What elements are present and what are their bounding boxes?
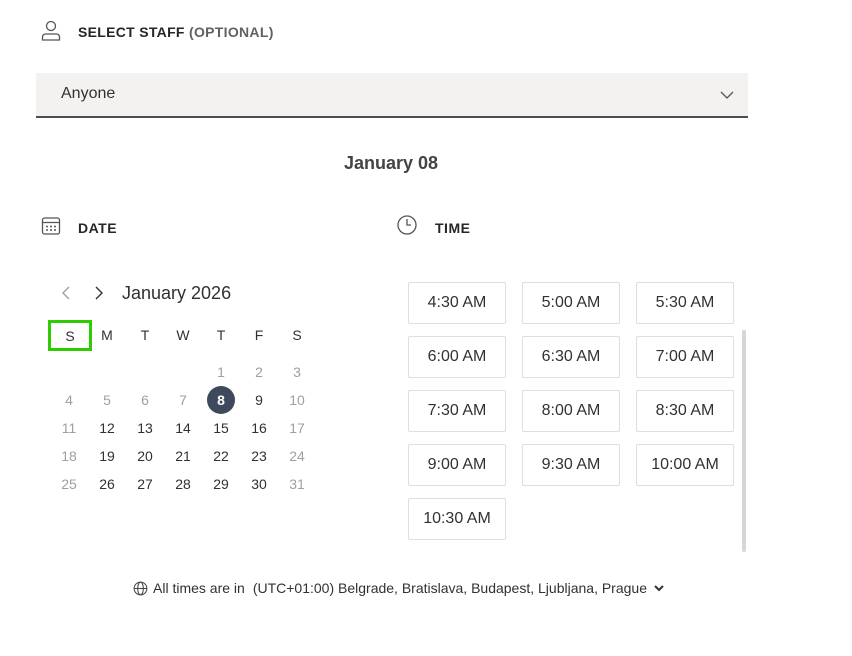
- calendar-day-unavailable: 3: [293, 364, 301, 380]
- time-slot-scrollbar[interactable]: [742, 330, 746, 552]
- calendar-day-empty: [88, 358, 126, 386]
- globe-icon: [133, 581, 148, 596]
- weekday-thursday: T: [216, 326, 226, 343]
- time-slot-button[interactable]: 7:30 AM: [408, 390, 506, 432]
- calendar-day[interactable]: 15: [213, 420, 229, 436]
- time-slot-button[interactable]: 8:00 AM: [522, 390, 620, 432]
- person-icon: [40, 20, 62, 42]
- calendar-day[interactable]: 13: [137, 420, 153, 436]
- calendar-day-unavailable: 31: [289, 476, 305, 492]
- calendar-day[interactable]: 28: [175, 476, 191, 492]
- calendar-day-unavailable: 25: [61, 476, 77, 492]
- calendar-day-unavailable: 1: [217, 364, 225, 380]
- time-slot-button[interactable]: 10:00 AM: [636, 444, 734, 486]
- calendar-day[interactable]: 21: [175, 448, 191, 464]
- timezone-selector[interactable]: [133, 580, 665, 596]
- calendar-day[interactable]: 9: [255, 392, 263, 408]
- time-slot-button[interactable]: 5:00 AM: [522, 282, 620, 324]
- time-slot-button[interactable]: 4:30 AM: [408, 282, 506, 324]
- weekday-monday: M: [101, 326, 113, 343]
- calendar-day[interactable]: 27: [137, 476, 153, 492]
- time-slot-button[interactable]: 9:00 AM: [408, 444, 506, 486]
- calendar-icon: [41, 216, 61, 236]
- calendar-day-unavailable: 10: [289, 392, 305, 408]
- timezone-value: (UTC+01:00) Belgrade, Bratislava, Budapest, Ljubljana, Prague: [252, 580, 647, 596]
- calendar-day-unavailable: 24: [289, 448, 305, 464]
- time-slot-button[interactable]: 10:30 AM: [408, 498, 506, 540]
- calendar-week-row: [50, 358, 316, 386]
- time-slot-button[interactable]: 6:00 AM: [408, 336, 506, 378]
- calendar-day[interactable]: 12: [99, 420, 115, 436]
- weekday-header-row: [50, 320, 316, 349]
- caret-down-icon: [653, 582, 665, 594]
- weekday-sunday: S: [48, 320, 92, 351]
- calendar-day-selected[interactable]: [202, 386, 240, 414]
- calendar-day[interactable]: 26: [99, 476, 115, 492]
- calendar-week-row: [50, 414, 316, 442]
- chevron-right-icon[interactable]: [91, 284, 107, 302]
- calendar-day-unavailable: 11: [61, 420, 77, 436]
- staff-dropdown-value: Anyone: [61, 85, 116, 102]
- chevron-down-icon: [720, 88, 734, 102]
- weekday-saturday: S: [292, 326, 302, 343]
- weekday-friday: F: [254, 326, 264, 343]
- calendar-day[interactable]: 14: [175, 420, 191, 436]
- calendar-day-unavailable: 5: [103, 392, 111, 408]
- calendar-weeks: [50, 358, 316, 498]
- calendar-day-empty: [50, 358, 88, 386]
- calendar-week-row: [50, 470, 316, 498]
- calendar-day[interactable]: 22: [213, 448, 229, 464]
- calendar-day[interactable]: 19: [99, 448, 115, 464]
- calendar-week-row: [50, 442, 316, 470]
- calendar-day[interactable]: 16: [251, 420, 267, 436]
- weekday-tuesday: T: [140, 326, 150, 343]
- calendar-week-row: [50, 386, 316, 414]
- staff-title-label: SELECT STAFF: [78, 24, 185, 40]
- chevron-left-icon[interactable]: [58, 284, 74, 302]
- calendar-day[interactable]: 20: [137, 448, 153, 464]
- calendar-day-unavailable: 7: [179, 392, 187, 408]
- weekday-wednesday: W: [176, 326, 190, 343]
- date-section-title: DATE: [78, 220, 118, 236]
- calendar-day-empty: [126, 358, 164, 386]
- staff-dropdown[interactable]: [36, 73, 748, 118]
- calendar-day[interactable]: 23: [251, 448, 267, 464]
- calendar-day-unavailable: 17: [289, 420, 305, 436]
- timezone-prefix: All times are in: [153, 580, 245, 596]
- calendar-day[interactable]: 29: [213, 476, 229, 492]
- staff-optional-label: (OPTIONAL): [189, 24, 274, 40]
- calendar-day[interactable]: 30: [251, 476, 267, 492]
- staff-section-title: [78, 24, 274, 40]
- time-slot-button[interactable]: 8:30 AM: [636, 390, 734, 432]
- calendar-month-label: January 2026: [122, 283, 232, 303]
- calendar-grid: [50, 320, 316, 498]
- time-slot-button[interactable]: 7:00 AM: [636, 336, 734, 378]
- calendar-day-empty: [164, 358, 202, 386]
- clock-icon: [396, 214, 418, 236]
- selected-date-heading: January 08: [343, 153, 439, 173]
- calendar-day-unavailable: 2: [255, 364, 263, 380]
- calendar-day-unavailable: 18: [61, 448, 77, 464]
- time-slot-button[interactable]: 9:30 AM: [522, 444, 620, 486]
- calendar-day-unavailable: 4: [65, 392, 73, 408]
- time-slot-button[interactable]: 6:30 AM: [522, 336, 620, 378]
- calendar-day-label: 8: [207, 386, 235, 414]
- time-section-title: TIME: [435, 220, 471, 236]
- time-slot-button[interactable]: 5:30 AM: [636, 282, 734, 324]
- calendar-day-unavailable: 6: [141, 392, 149, 408]
